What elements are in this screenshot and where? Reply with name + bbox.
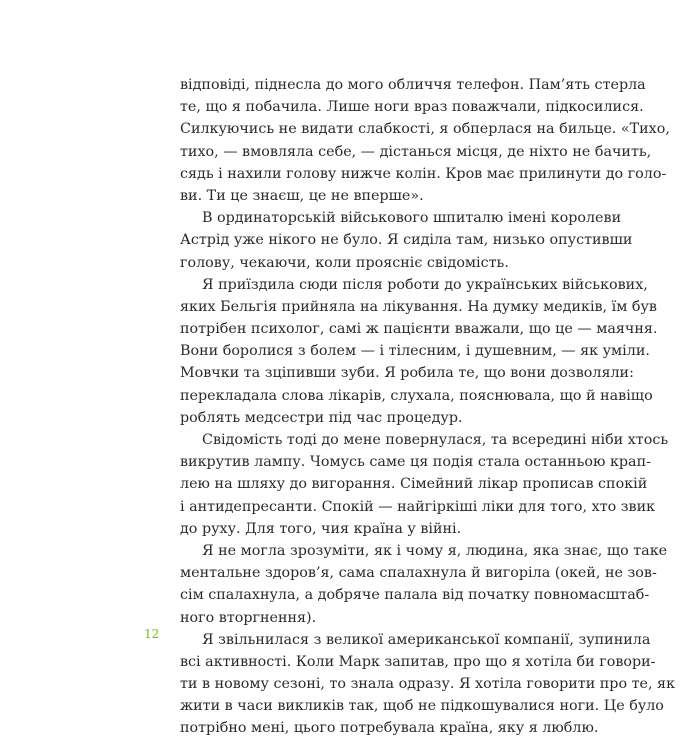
text-line: і антидепресанти. Спокій — найгіркіші ліки для того, хто звик bbox=[180, 498, 656, 515]
text-line: лею на шляху до вигорання. Сімейний лікар прописав спокій bbox=[180, 476, 648, 493]
text-line: сім спалахнула, а добряче палала від початку повномасштаб- bbox=[180, 587, 650, 604]
text-line: Свідомість тоді до мене повернулася, та всередині ніби хтось bbox=[202, 432, 669, 448]
text-line: жити в часи викликів так, щоб не підкошувалися ноги. Це було bbox=[180, 698, 664, 715]
text-line: ви. Ти це знаєш, це не вперше». bbox=[180, 187, 424, 204]
text-line: тихо, — вмовляла себе, — дістанься місця, де ніхто не бачить, bbox=[180, 143, 652, 160]
text-line: потрібно мені, цього потребувала країна, яку я люблю. bbox=[180, 720, 599, 737]
paragraph bbox=[180, 274, 658, 429]
text-line: ти в новому сезоні, то знала одразу. Я хотіла говорити про те, як bbox=[180, 676, 676, 693]
text-line: роблять медсестри під час процедур. bbox=[180, 409, 463, 426]
text-line: до руху. Для того, чия країна у війні. bbox=[180, 520, 462, 537]
text-line: Силкуючись не видати слабкості, я обперлася на бильце. «Тихо, bbox=[180, 121, 670, 138]
text-line: всі активності. Коли Марк запитав, про що я хотіла би говори- bbox=[180, 653, 656, 670]
text-line: Астрід уже нікого не було. Я сиділа там, низько опустивши bbox=[180, 232, 633, 249]
text-line: викрутив лампу. Чомусь саме ця подія стала останньою крап- bbox=[180, 454, 651, 471]
text-line: В ординаторській військового шпиталю імені королеви bbox=[202, 210, 622, 227]
paragraph bbox=[180, 207, 633, 274]
paragraph bbox=[180, 540, 668, 629]
paragraph bbox=[180, 629, 676, 740]
text-line: яких Бельгія прийняла на лікування. На думку медиків, їм був bbox=[180, 298, 657, 315]
text-line: те, що я побачила. Лише ноги враз поважчали, підкосилися. bbox=[180, 99, 644, 116]
text-line: сядь і нахили голову нижче колін. Кров має прилинути до голо- bbox=[180, 165, 667, 182]
text-line: Я звільнилася з великої американської компанії, зупинила bbox=[202, 631, 651, 648]
text-line: потрібен психолог, самі ж пацієнти вважали, що це — маячня. bbox=[180, 321, 658, 338]
text-line: голову, чекаючи, коли проясніє свідомість. bbox=[180, 254, 509, 271]
text-line: Мовчки та зціпивши зуби. Я робила те, що вони дозволяли: bbox=[180, 365, 634, 382]
text-line: ного вторгнення). bbox=[180, 609, 317, 626]
body-text bbox=[180, 74, 676, 740]
text-line: відповіді, піднесла до мого обличчя телефон. Пам’ять стерла bbox=[180, 77, 646, 93]
text-line: Я не могла зрозуміти, як і чому я, людина, яка знає, що таке bbox=[202, 542, 668, 559]
paragraph bbox=[180, 429, 669, 540]
text-line: ментальне здоров’я, сама спалахнула й вигоріла (окей, не зов- bbox=[180, 565, 657, 582]
text-line: Я приїздила сюди після роботи до українських військових, bbox=[202, 276, 648, 293]
paragraph bbox=[180, 74, 670, 207]
text-line: Вони боролися з болем — і тілесним, і душевним, — як уміли. bbox=[180, 343, 650, 360]
page-number: 12 bbox=[144, 627, 160, 641]
text-line: перекладала слова лікарів, слухала, пояснювала, що й навіщо bbox=[180, 387, 653, 404]
